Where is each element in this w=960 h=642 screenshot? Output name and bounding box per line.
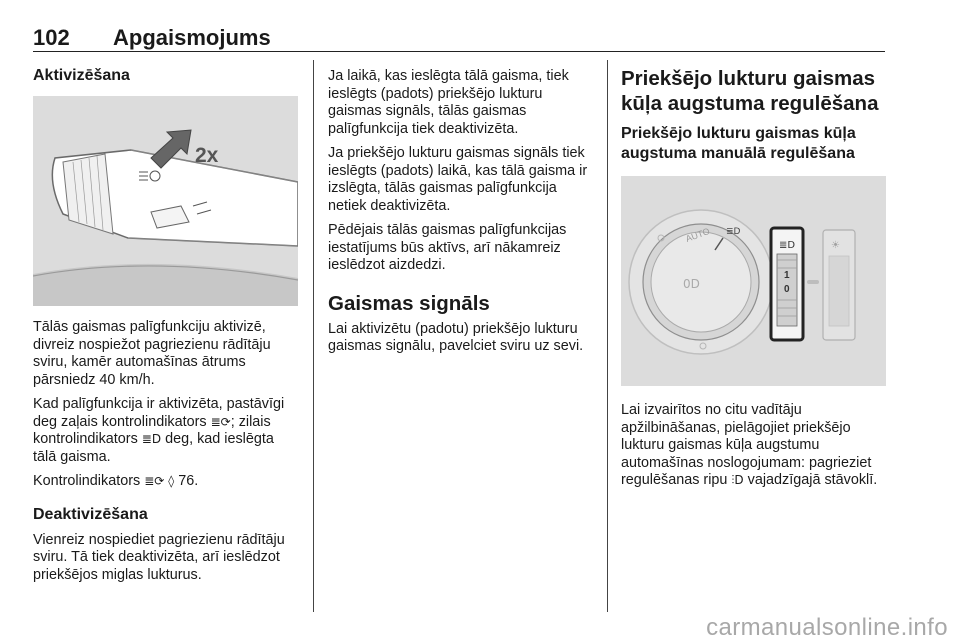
arrow-label: 2x [195,144,219,167]
lever-illustration [33,96,298,306]
light-switch-illustration [621,176,886,386]
svg-text:≣D: ≣D [779,240,796,251]
svg-text:≣D: ≣D [726,227,741,237]
left-para-2-b: ; zilais kontrolindikators [33,413,271,447]
middle-para-2: Ja priekšējo lukturu gaismas signāls tiek ieslēgts (padots) laikā, kas tālā gaisma ir izslēgta, tālās gaismas palīgfunkcija netiek deaktivizēta. [328,145,588,214]
right-para-1 [621,402,886,490]
signal-heading: Gaismas signāls [328,291,490,315]
page-reference-icon: ◊ [168,474,175,488]
middle-para-1: Ja laikā, kas ieslēgta tālā gaisma, tiek ieslēgts (padots) priekšējo lukturu gaismas signāls, tālās gaismas palīgfunkcija tiek deaktivizēta. [328,68,569,137]
activation-heading: Aktivizēšana [33,67,130,84]
high-beam-assist-icon-2: ≣⟳ [144,474,165,488]
middle-column [328,58,594,356]
left-para-3 [33,473,298,491]
manual-adjustment-subheading: Priekšējo lukturu gaismas kūļa augstuma manuālā regulēšana [621,125,856,162]
deactivation-heading: Deaktivizēšana [33,505,148,523]
high-beam-assist-icon: ≣⟳ [210,414,231,429]
left-column [33,58,298,584]
header-rule [33,51,885,52]
left-para-1: Tālās gaismas palīgfunkciju aktivizē, divreiz nospiežot pagriezienu rādītāju sviru, kamēr automašīnas ātrums pārsniedz 40 km/h. [33,319,271,388]
auto-label: AUTO [684,225,712,244]
middle-para-3: Pēdējais tālās gaismas palīgfunkcijas iestatījums būs aktīvs, arī nākamreiz ieslēdzot aizdedzi. [328,222,567,273]
left-para-2-c: deg, kad ieslēgta tālā gaisma. [33,431,274,465]
page-header [33,22,885,52]
column-divider-2 [607,60,608,612]
left-para-2-a: Kad palīgfunkcija ir aktivizēta, pastāvīgi deg zaļais kontrolindikators [33,396,285,430]
middle-para-4: Lai aktivizētu (padotu) priekšējo lukturu gaismas signālu, pavelciet sviru uz sevi. [328,320,584,354]
beam-adjustment-heading: Priekšējo lukturu gaismas kūļa augstuma regulēšana [621,67,879,115]
left-para-3-a: Kontrolindikators [33,473,145,489]
svg-text:0D: 0D [683,277,700,291]
page-number: 102 [33,25,70,50]
beam-level-icon: ⫶D [731,473,744,487]
right-column [621,58,886,490]
left-para-4: Vienreiz nospiediet pagriezienu rādītāju sviru. Tā tiek deaktivizēta, arī ieslēdzot priekšējos miglas lukturus. [33,531,285,583]
column-divider-1 [313,60,314,612]
wheel-label-1: 1 [784,270,790,281]
wheel-label-0: 0 [784,284,790,295]
lever-figure [33,96,298,306]
left-para-2 [33,396,298,466]
right-para-1-b: vajadzīgajā stāvoklī. [743,472,878,488]
right-para-1-a: Lai izvairītos no citu vadītāju apžilbināšanas, pielāgojiet priekšējo lukturu gaismas kūļa augstumu automašīnas noslogojumam: pagrieziet regulēšanas ripu [621,402,872,488]
high-beam-icon: ≣D [141,432,162,446]
svg-text:☀: ☀ [831,240,840,251]
watermark: carmanualsonline.info [706,614,948,641]
light-switch-figure [621,176,886,386]
chapter-title: Apgaismojums [113,25,271,50]
left-para-3-b: 76. [174,473,199,489]
